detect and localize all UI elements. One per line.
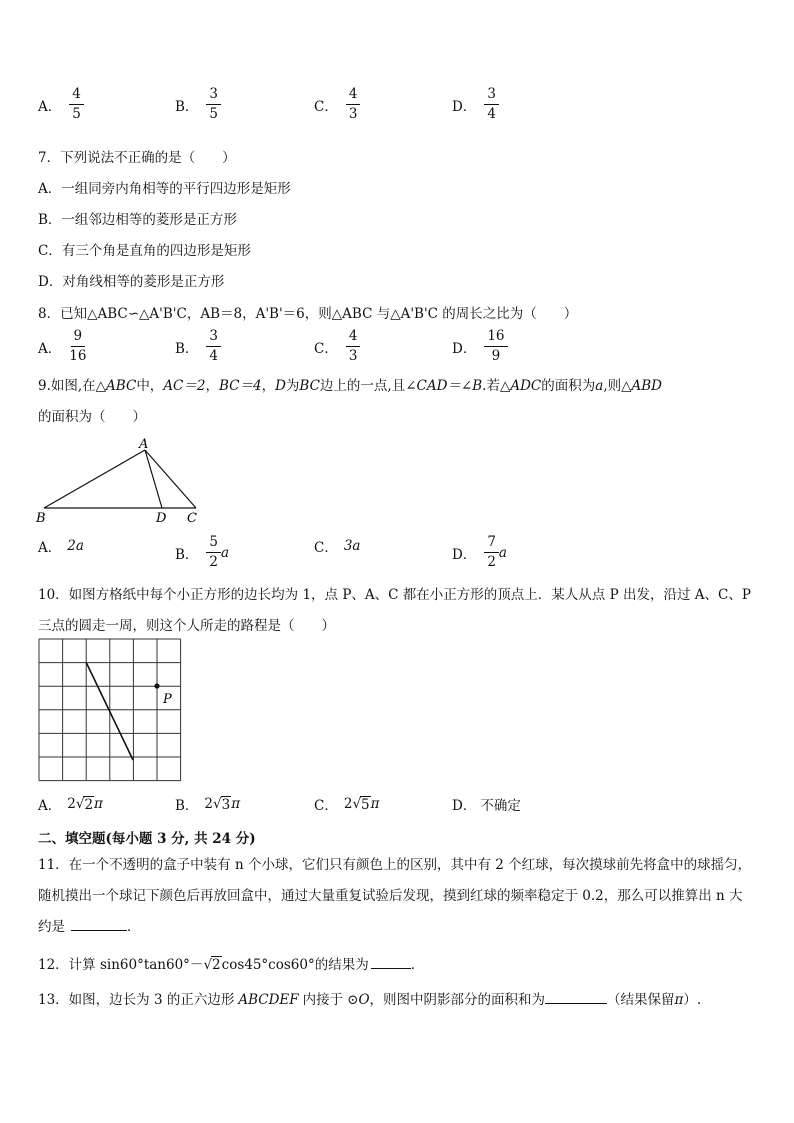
- question-6-option-d: D． $\frac{3}{4}$: [452, 88, 499, 121]
- question-7-option-d: D．对角线相等的菱形是正方形: [38, 274, 225, 290]
- question-9-stem-line2: 的面积为（ ）: [38, 409, 146, 425]
- fraction: $\frac{3}{5}$: [206, 88, 221, 121]
- question-9-triangle-figure: [30, 436, 210, 526]
- question-10-stem-line1: 10．如图方格纸中每个小正方形的边长均为 1，点 P、A、C 都在小正方形的顶点上．某人从点 P 出发，沿过 A、C、P: [38, 587, 751, 603]
- segment-ad: [145, 450, 162, 508]
- fraction: $\frac{9}{16}$: [69, 328, 87, 364]
- label-p: P: [163, 692, 172, 707]
- fraction: $\frac{16}{9}$: [484, 330, 507, 363]
- question-10-stem-line2: 三点的圆走一周，则这个人所走的路程是（ ）: [38, 618, 335, 634]
- point-p: [154, 683, 159, 688]
- answer-blank[interactable]: [71, 930, 127, 931]
- question-9-option-b: B． $\frac{5}{2}$ a: [175, 534, 230, 570]
- question-10-option-c: C． 2 √ 5 π: [314, 796, 380, 814]
- question-10-option-b: B． 2 √ 3 π: [175, 796, 241, 814]
- question-11-line2: 随机摸出一个球记下颜色后再放回盒中，通过大量重复试验后发现，摸到红球的频率稳定于 0.2，那么可以推算出 n 大: [38, 888, 743, 904]
- question-13: 13．如图，边长为 3 的正六边形 ABCDEF 内接于 ⊙O，则图中阴影部分的面积和为 （结果保留π）.: [38, 992, 702, 1008]
- question-10-option-d: D． 不确定: [452, 798, 521, 814]
- question-6-option-b: B． $\frac{3}{5}$: [175, 88, 221, 121]
- answer-blank[interactable]: [545, 1003, 607, 1004]
- question-7-stem: 7．下列说法不正确的是（ ）: [38, 150, 236, 166]
- question-11-line3: 约是 ．: [38, 919, 141, 935]
- question-7-option-a: A．一组同旁内角相等的平行四边形是矩形: [38, 181, 291, 197]
- question-9-option-a: A． 2a: [38, 538, 84, 556]
- question-8-stem: 8．已知△ABC∽△A'B'C，AB＝8，A'B'＝6，则△ABC 与△A'B'C 的周长之比为（ ）: [38, 306, 578, 322]
- fraction: $\frac{3}{4}$: [206, 330, 221, 363]
- question-6-option-a: A． $\frac{4}{5}$: [38, 88, 84, 121]
- question-9-option-d: D． $\frac{7}{2}$ a: [452, 534, 507, 570]
- fraction: $\frac{4}{5}$: [69, 88, 84, 121]
- section-2-heading: 二、填空题(每小题 3 分, 共 24 分): [38, 831, 256, 847]
- question-9-stem-line1: 9.如图,在△ABC中，AC＝2，BC＝4，D为BC边上的一点,且∠CAD＝∠B.若△ADC的面积为a,则△ABD: [38, 378, 663, 394]
- segment-ba: [44, 450, 145, 508]
- question-12: 12．计算 sin60°tan60°－√2cos45°cos60°的结果为 ．: [38, 957, 425, 973]
- label-c: C: [187, 511, 197, 526]
- question-8-option-d: D． $\frac{16}{9}$: [452, 330, 508, 363]
- question-7-option-b: B．一组邻边相等的菱形是正方形: [38, 212, 237, 228]
- question-10-option-a: A． 2 √ 2 π: [38, 796, 103, 814]
- fraction: $\frac{3}{4}$: [484, 88, 499, 121]
- question-11-line1: 11．在一个不透明的盒子中装有 n 个小球，它们只有颜色上的区别，其中有 2 个红球，每次摸球前先将盒中的球摇匀，: [38, 857, 752, 873]
- label-b: B: [36, 511, 46, 526]
- label-d: D: [156, 511, 167, 526]
- fraction: $\frac{7}{2}$: [484, 536, 499, 569]
- answer-blank[interactable]: [371, 968, 411, 969]
- question-10-grid-figure: [38, 638, 184, 784]
- question-8-option-b: B． $\frac{3}{4}$: [175, 330, 221, 363]
- label-a: A: [139, 437, 149, 452]
- fraction: $\frac{5}{2}$: [206, 536, 221, 569]
- fraction: $\frac{4}{3}$: [346, 88, 361, 121]
- question-6-option-c: C． $\frac{4}{3}$: [314, 88, 360, 121]
- question-8-option-a: A． $\frac{9}{16}$: [38, 328, 87, 364]
- segment-ac: [145, 450, 196, 508]
- question-7-option-c: C．有三个角是直角的四边形是矩形: [38, 243, 251, 259]
- fraction: $\frac{4}{3}$: [346, 330, 361, 363]
- question-8-option-c: C． $\frac{4}{3}$: [314, 330, 360, 363]
- question-9-option-c: C． 3a: [314, 538, 361, 556]
